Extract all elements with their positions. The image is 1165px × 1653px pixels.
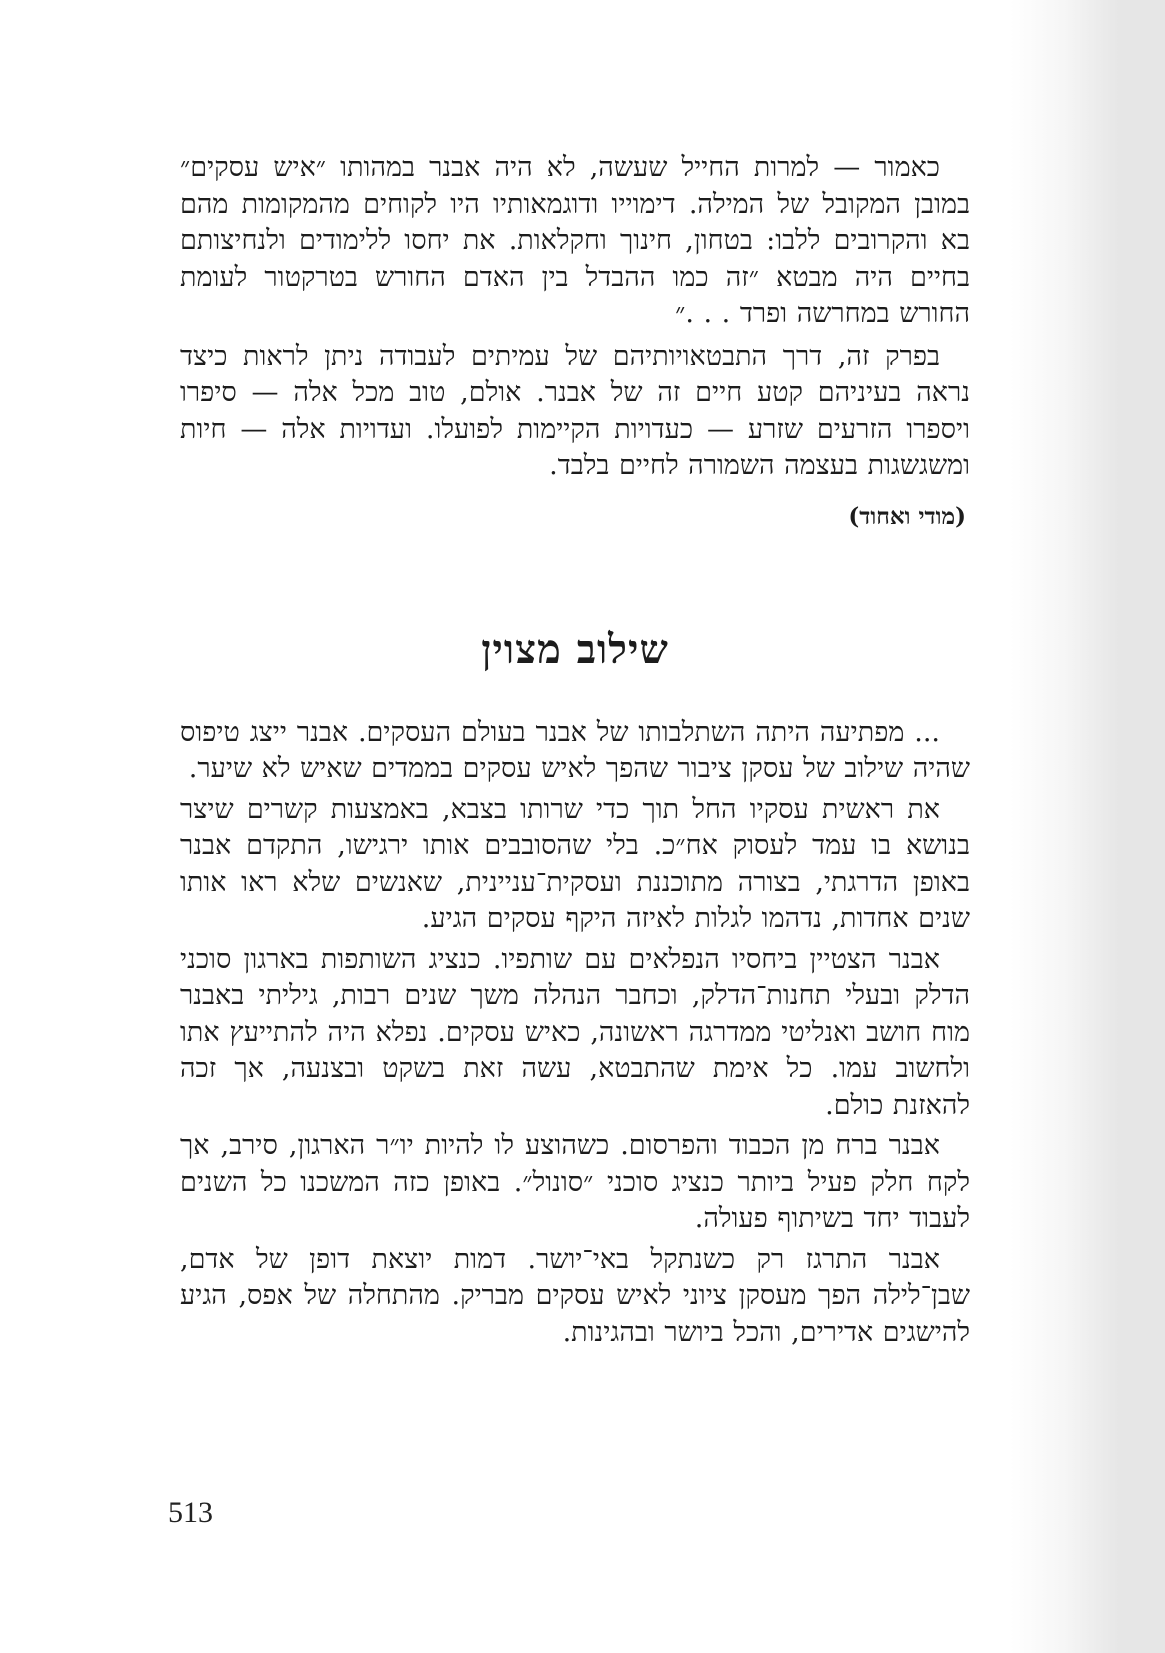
section-paragraph-5: אבנר התרגז רק כשנתקל באי־יושר. דמות יוצאת דופן של אדם, שבן־לילה הפך מעסקן ציוני לאיש עסקים מבריק. מהתחלה של אפס, הגיע להישגים אדירים, והכל ביושר ובהגינות. <box>180 1243 970 1348</box>
section-title: שילוב מצוין <box>481 625 669 673</box>
section-paragraph-2: את ראשית עסקיו החל תוך כדי שרותו בצבא, באמצעות קשרים שיצר בנושא בו עמד לעסוק אח״כ. בלי שהסובבים אותו ירגישו, התקדם אבנר באופן הדרגתי, בצורה מתוכננת ועסקית־עניינית, שאנשים שלא ראו אותו שנים אחדות, נדהמו לגלות לאיזה היקף עסקים הגיע. <box>180 793 970 934</box>
page-content <box>180 150 970 1355</box>
intro-paragraph-1: כאמור — למרות החייל שעשה, לא היה אבנר במהותו ״איש עסקים״ במובן המקובל של המילה. דימוייו ודוגמאותיו היו לקוחים מהמקומות מהם בא והקרובים ללבו: בטחון, חינוך וחקלאות. את יחסו ללימודים ולנחיצותם בחיים היה מבטא ״זה כמו ההבדל בין האדם החורש בטרקטור לעומת החורש במחרשה ופרד . . .״ <box>180 152 970 329</box>
section-body <box>180 715 970 1352</box>
intro-block <box>180 150 970 530</box>
intro-paragraph-2: בפרק זה, דרך התבטאויותיהם של עמיתים לעבודה ניתן לראות כיצד נראה בעיניהם קטע חיים זה של אבנר. אולם, טוב מכל אלה — סיפרו ויספרו הזרעים שזרע — כעדויות הקיימות לפועלו. ועדויות אלה — חיות ומשגשגות בעצמה השמורה לחיים בלבד. <box>180 340 970 481</box>
section-paragraph-3: אבנר הצטיין ביחסיו הנפלאים עם שותפיו. כנציג השותפות בארגון סוכני הדלק ובעלי תחנות־הדלק, וכחבר הנהלה משך שנים רבות, גיליתי באבנר מוח חושב ואנליטי ממדרגה ראשונה, כאיש עסקים. נפלא היה להתייעץ אתו ולחשוב עמו. כל אימת שהתבטא, עשה זאת בשקט ובצנעה, אך זכה להאזנת כולם. <box>180 943 970 1121</box>
signature: (מודי ואחוד) <box>848 502 966 530</box>
scan-edge-shadow <box>1010 0 1165 1653</box>
section-paragraph-4: אבנר ברח מן הכבוד והפרסום. כשהוצע לו להיות יו״ר הארגון, סירב, אך לקח חלק פעיל ביותר כנציג סוכני ״סונול״. באופן כזה המשכנו כל השנים לעבוד יחד בשיתוף פעולה. <box>180 1130 970 1234</box>
section-paragraph-1: ... מפתיעה היתה השתלבותו של אבנר בעולם העסקים. אבנר ייצג טיפוס שהיה שילוב של עסקן ציבור שהפך לאיש עסקים בממדים שאיש לא שיער. <box>180 716 970 784</box>
page-number: 513 <box>168 1496 213 1529</box>
